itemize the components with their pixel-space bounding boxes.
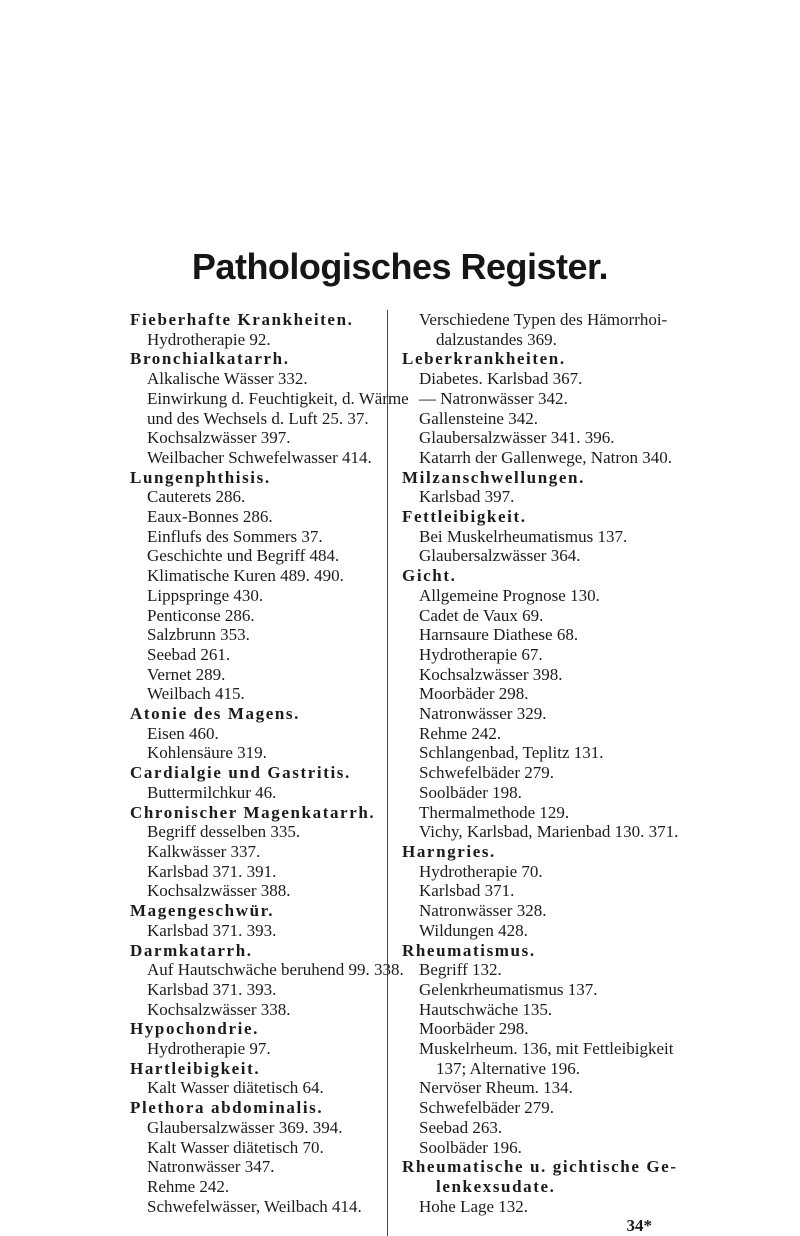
index-entry: Wildungen 428.: [419, 920, 528, 940]
index-entry: Kochsalzwässer 338.: [147, 999, 291, 1019]
index-entry: Eisen 460.: [147, 723, 219, 743]
index-entry: Moorbäder 298.: [419, 684, 529, 704]
index-entry: Auf Hautschwäche beruhend 99. 338.: [147, 960, 404, 980]
index-entry: Penticonse 286.: [147, 605, 255, 625]
right-column: [387, 310, 732, 1236]
index-entry: Katarrh der Gallenwege, Natron 340.: [419, 447, 673, 467]
index-entry: Karlsbad 371. 391.: [147, 861, 277, 881]
index-heading: Cardialgie und Gastritis.: [130, 763, 351, 783]
index-entry: Natronwässer 347.: [147, 1157, 275, 1177]
index-heading: Gicht.: [402, 566, 457, 586]
index-entry: — Natronwässer 342.: [419, 388, 568, 408]
index-entry: Gelenkrheumatismus 137.: [419, 979, 598, 999]
index-entry: Karlsbad 397.: [419, 487, 515, 507]
index-entry: und des Wechsels d. Luft 25. 37.: [147, 408, 369, 428]
index-entry: Geschichte und Begriff 484.: [147, 546, 340, 566]
left-column: [130, 310, 409, 1216]
index-entry: Kohlensäure 319.: [147, 743, 267, 763]
index-heading: Fieberhafte Krankheiten.: [130, 310, 354, 329]
index-entry: Weilbach 415.: [147, 684, 245, 704]
index-entry: Kalkwässer 337.: [147, 841, 261, 861]
index-entry: Hydrotherapie 70.: [419, 861, 543, 881]
index-entry: Seebad 261.: [147, 644, 231, 664]
index-entry: Buttermilchkur 46.: [147, 782, 277, 802]
index-entry: Karlsbad 371. 393.: [147, 979, 277, 999]
index-entry: Vernet 289.: [147, 664, 226, 684]
index-entry: Einwirkung d. Feuchtigkeit, d. Wärme: [147, 388, 409, 408]
index-entry: Einflufs des Sommers 37.: [147, 526, 323, 546]
index-heading: Darmkatarrh.: [130, 940, 253, 960]
index-entry: Vichy, Karlsbad, Marienbad 130. 371.: [419, 822, 679, 842]
index-heading: Fettleibigkeit.: [402, 507, 527, 527]
index-entry: Moorbäder 298.: [419, 1019, 529, 1039]
index-entry: Thermalmethode 129.: [419, 802, 570, 822]
index-entry: Cadet de Vaux 69.: [419, 605, 544, 625]
index-entry: Hydrotherapie 92.: [147, 329, 271, 349]
index-entry: Rehme 242.: [419, 723, 502, 743]
index-entry: Natronwässer 328.: [419, 901, 547, 921]
index-heading: Atonie des Magens.: [130, 704, 300, 724]
index-heading: lenkexsudate.: [436, 1176, 556, 1196]
index-entry: Begriff desselben 335.: [147, 822, 301, 842]
index-entry: Kochsalzwässer 397.: [147, 428, 291, 448]
index-entry: Lippspringe 430.: [147, 585, 264, 605]
index-entry: Muskelrheum. 136, mit Fettleibigkeit: [419, 1039, 674, 1059]
index-entry: Gallensteine 342.: [419, 408, 538, 428]
index-entry: Begriff 132.: [419, 960, 502, 980]
index-entry: Harnsaure Diathese 68.: [419, 625, 579, 645]
index-entry: Schwefelbäder 279.: [419, 763, 555, 783]
index-heading: Plethora abdominalis.: [130, 1098, 324, 1118]
index-entry: dalzustandes 369.: [436, 329, 557, 349]
index-entry: Hydrotherapie 67.: [419, 644, 543, 664]
signature-mark: 34*: [626, 1216, 652, 1236]
index-entry: Karlsbad 371.: [419, 881, 515, 901]
index-heading: Milzanschwellungen.: [402, 467, 585, 487]
index-entry: Salzbrunn 353.: [147, 625, 250, 645]
index-entry: 137; Alternative 196.: [436, 1058, 581, 1078]
index-heading: Chronischer Magenkatarrh.: [130, 802, 376, 822]
index-entry: Kalt Wasser diätetisch 70.: [147, 1137, 324, 1157]
index-heading: Hypochondrie.: [130, 1019, 259, 1039]
index-entry: Schlangenbad, Teplitz 131.: [419, 743, 604, 763]
index-heading: Bronchialkatarrh.: [130, 349, 290, 369]
index-entry: Hohe Lage 132.: [419, 1196, 529, 1216]
index-entry: Soolbäder 198.: [419, 782, 522, 802]
index-entry: Natronwässer 329.: [419, 704, 547, 724]
index-entry: Verschiedene Typen des Hämorrhoi-: [419, 310, 668, 329]
index-heading: Magengeschwür.: [130, 901, 275, 921]
index-heading: Lungenphthisis.: [130, 467, 271, 487]
index-entry: Glaubersalzwässer 364.: [419, 546, 581, 566]
index-entry: Glaubersalzwässer 369. 394.: [147, 1117, 343, 1137]
index-heading: Hartleibigkeit.: [130, 1058, 261, 1078]
index-entry: Karlsbad 371. 393.: [147, 920, 277, 940]
index-entry: Rehme 242.: [147, 1176, 230, 1196]
right-column-entries: [402, 310, 732, 1216]
index-entry: Diabetes. Karlsbad 367.: [419, 369, 583, 389]
index-entry: Hautschwäche 135.: [419, 999, 553, 1019]
index-entry: Kochsalzwässer 398.: [419, 664, 563, 684]
index-heading: Harngries.: [402, 841, 496, 861]
index-entry: Schwefelbäder 279.: [419, 1098, 555, 1118]
index-entry: Allgemeine Prognose 130.: [419, 585, 600, 605]
index-entry: Eaux-Bonnes 286.: [147, 507, 273, 527]
index-entry: Alkalische Wässer 332.: [147, 369, 308, 389]
index-entry: Seebad 263.: [419, 1117, 503, 1137]
index-heading: Leberkrankheiten.: [402, 349, 566, 369]
index-entry: Klimatische Kuren 489. 490.: [147, 566, 344, 586]
index-heading: Rheumatismus.: [402, 940, 536, 960]
index-entry: Glaubersalzwässer 341. 396.: [419, 428, 615, 448]
index-entry: Kalt Wasser diätetisch 64.: [147, 1078, 324, 1098]
index-entry: Weilbacher Schwefelwasser 414.: [147, 447, 372, 467]
index-entry: Hydrotherapie 97.: [147, 1039, 271, 1059]
index-entry: Schwefelwässer, Weilbach 414.: [147, 1196, 362, 1216]
index-entry: Nervöser Rheum. 134.: [419, 1078, 573, 1098]
index-entry: Soolbäder 196.: [419, 1137, 522, 1157]
index-entry: Kochsalzwässer 388.: [147, 881, 291, 901]
index-heading: Rheumatische u. gichtische Ge-: [402, 1157, 678, 1177]
index-entry: Bei Muskelrheumatismus 137.: [419, 526, 628, 546]
page-title: Pathologisches Register.: [191, 246, 609, 287]
index-entry: Cauterets 286.: [147, 487, 246, 507]
